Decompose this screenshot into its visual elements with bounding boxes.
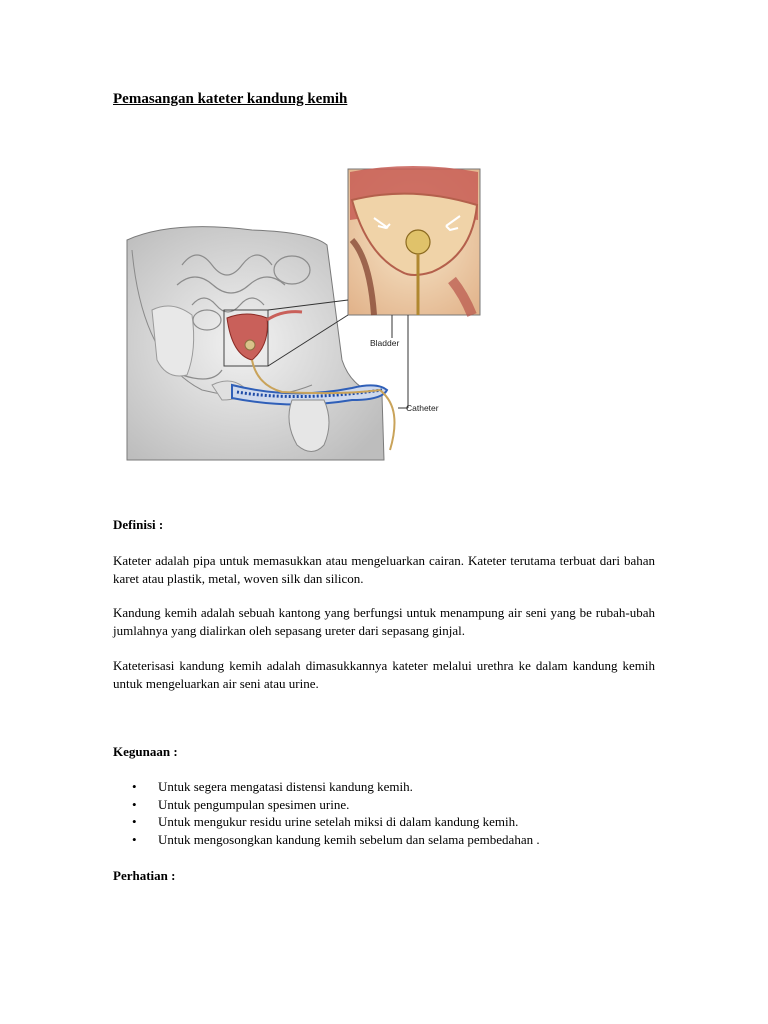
- list-item: • Untuk mengukur residu urine setelah miksi di dalam kandung kemih.: [113, 813, 540, 831]
- catheter-label: Catheter: [406, 403, 439, 413]
- kegunaan-list: [113, 778, 540, 848]
- list-item: • Untuk pengumpulan spesimen urine.: [113, 796, 540, 814]
- paragraph-definisi-kateter: Kateter adalah pipa untuk memasukkan atau mengeluarkan cairan. Kateter terutama terbuat dari bahan karet atau plastik, metal, woven silk dan silicon.: [113, 553, 655, 586]
- bladder-inset-view: [348, 166, 480, 315]
- list-item: • Untuk segera mengatasi distensi kandung kemih.: [113, 778, 540, 796]
- paragraph-definisi-kandung-kemih: Kandung kemih adalah sebuah kantong yang berfungsi untuk menampung air seni yang be rubah-ubah jumlahnya yang dialirkan oleh sepasang ureter dari sepasang ginjal.: [113, 605, 655, 638]
- heading-perhatian: Perhatian :: [113, 868, 176, 883]
- heading-kegunaan: Kegunaan :: [113, 744, 178, 759]
- paragraph-definisi-kateterisasi: Kateterisasi kandung kemih adalah dimasukkannya kateter melalui urethra ke dalam kandung kemih untuk mengeluarkan air seni atau urine.: [113, 658, 655, 691]
- page-title: Pemasangan kateter kandung kemih: [113, 91, 348, 107]
- bladder-label: Bladder: [370, 338, 400, 348]
- list-item: • Untuk mengosongkan kandung kemih sebelum dan selama pembedahan .: [113, 831, 540, 849]
- catheter-anatomy-illustration: [112, 160, 492, 470]
- heading-definisi: Definisi :: [113, 517, 164, 532]
